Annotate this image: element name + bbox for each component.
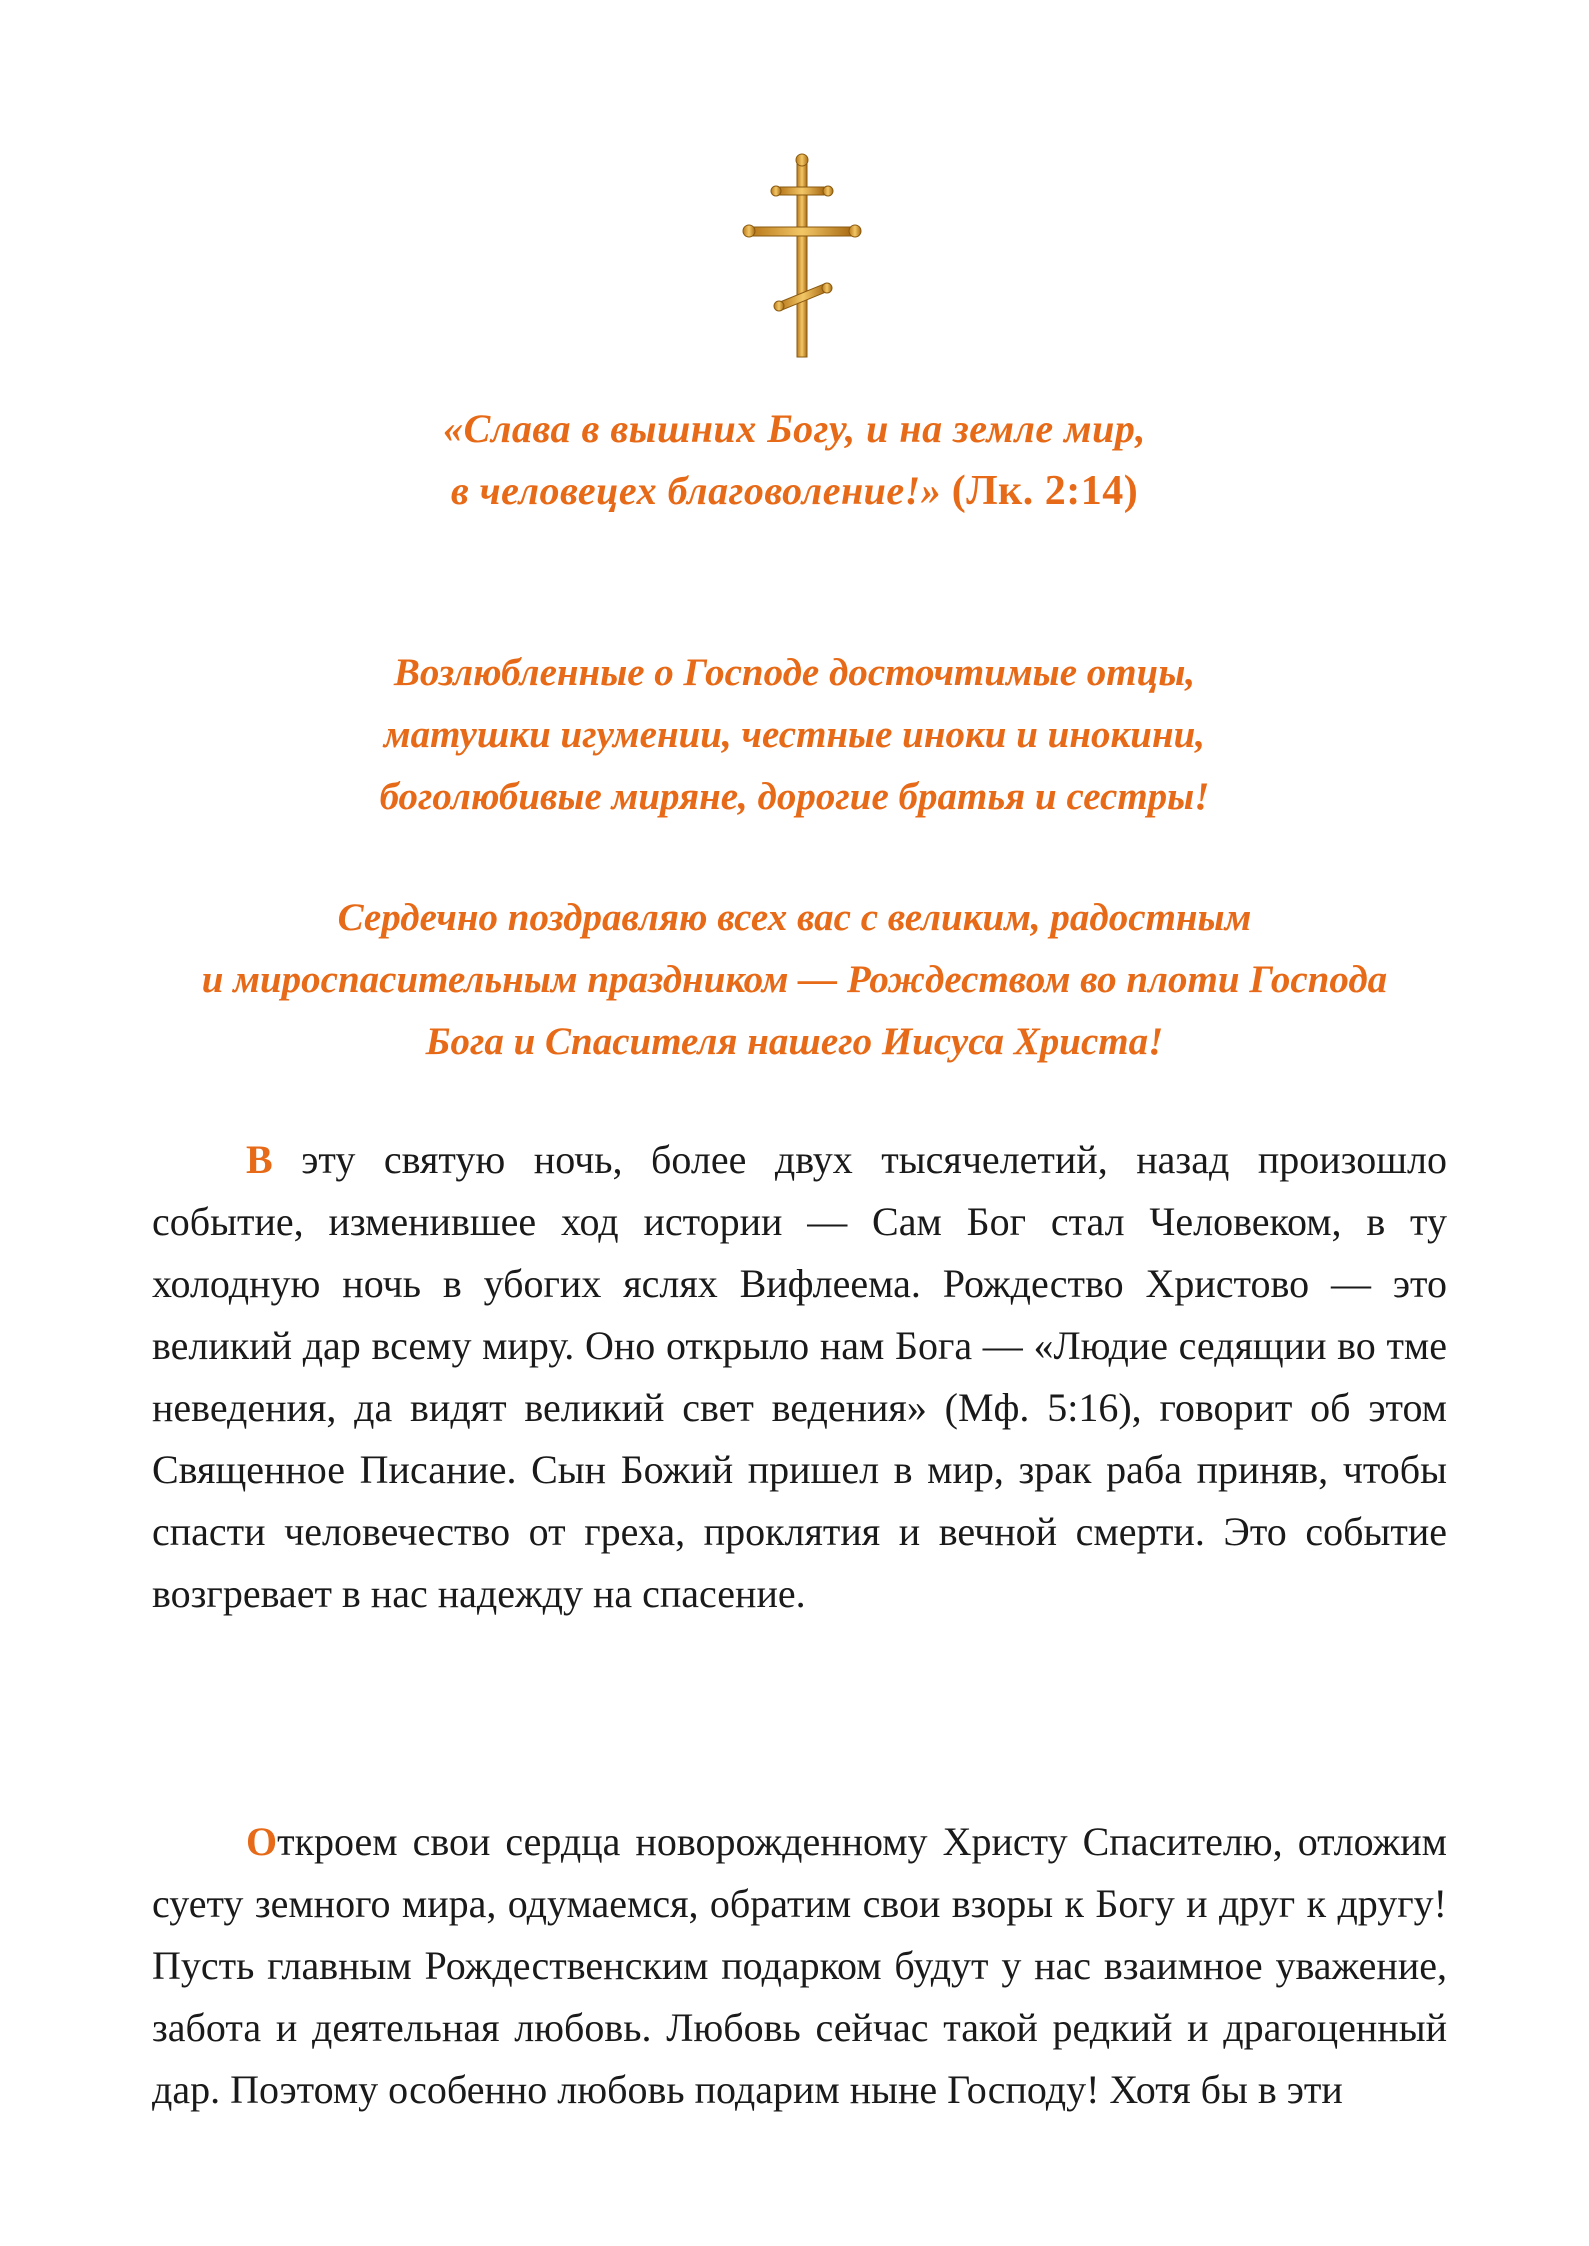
- paragraph-1-initial: В: [246, 1137, 273, 1182]
- greeting-line-1: Возлюбленные о Господе досточтимые отцы,: [393, 651, 1196, 694]
- body-paragraph-1: [152, 1129, 1447, 1625]
- congratulation-heading: [130, 887, 1459, 1073]
- scripture-reference: (Лк. 2:14): [951, 468, 1139, 514]
- congratulation-line-3: Бога и Спасителя нашего Иисуса Христа!: [425, 1020, 1164, 1063]
- paragraph-2-text: ткроем свои сердца новорожденному Христу Спасителю, отложим суету земного мира, одумаемся, обратим свои взоры к Богу и друг к другу! Пусть главным Рождественским подарком будут у нас взаимное уважение, забота и деятельная любовь. Любовь сейчас такой редкий и драгоценный дар. Поэтому особенно любовь подарим ныне Господу! Хотя бы в эти: [152, 1819, 1447, 2112]
- epigraph-line-2-text: в человецех благоволение!»: [450, 468, 942, 513]
- congratulation-line-2: и мироспасительным праздником — Рождеством во плоти Господа: [201, 958, 1388, 1001]
- epigraph-quote: [200, 398, 1389, 522]
- orthodox-cross-icon: [742, 152, 862, 362]
- paragraph-1-text: эту святую ночь, более двух тысячелетий, назад произошло событие, изменившее ход истории — Сам Бог стал Человеком, в ту холодную ночь в убогих яслях Вифлеема. Рождество Христово — это великий дар всему миру. Оно открыло нам Бога — «Людие седящии во тме неведения, да видят великий свет ведения» (Мф. 5:16), говорит об этом Священное Писание. Сын Божий пришел в мир, зрак раба приняв, чтобы спасти человечество от греха, проклятия и вечной смерти. Это событие возгревает в нас надежду на спасение.: [152, 1137, 1447, 1616]
- paragraph-2-initial: О: [246, 1819, 278, 1864]
- greeting-address: [150, 642, 1439, 828]
- body-paragraph-2: [152, 1811, 1447, 2121]
- greeting-line-3: боголюбивые миряне, дорогие братья и сестры!: [379, 775, 1210, 818]
- epigraph-line-2: [200, 460, 1389, 522]
- greeting-line-2: матушки игумении, честные иноки и инокини,: [383, 713, 1206, 756]
- epigraph-line-1: «Слава в вышних Богу, и на земле мир,: [443, 406, 1146, 451]
- congratulation-line-1: Сердечно поздравляю всех вас с великим, радостным: [337, 896, 1252, 939]
